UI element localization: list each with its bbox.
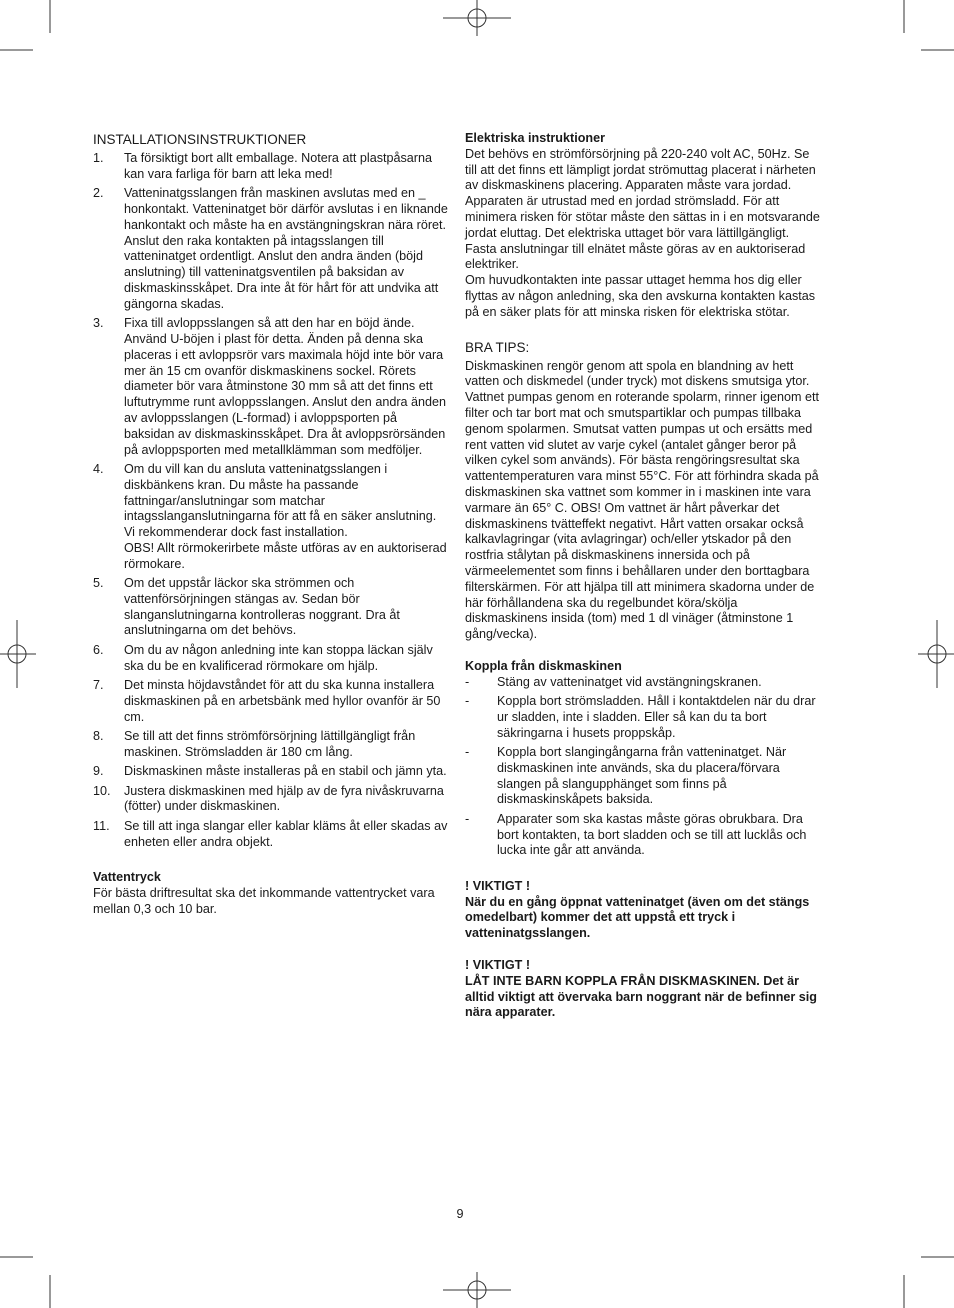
left-column	[93, 131, 449, 917]
electrical-title: Elektriska instruktioner	[465, 131, 605, 145]
list-item: 7. Det minsta höjdavståndet för att du ska kunna installera diskmaskinen på en arbetsbänk med hyllor ovanför är 50 cm.	[93, 678, 441, 724]
electrical-text-plug: Om huvudkontakten inte passar uttaget hemma hos dig eller flyttas av någon anledning, ska den avskurna kontakten kastas på en säker plats för att minska risken för elektriska stötar.	[465, 273, 816, 319]
list-item: - Koppla bort strömsladden. Håll i kontaktdelen när du drar ur sladden, inte i sladden. Eller så kan du ta bort säkringarna i husets proppskåp.	[465, 694, 816, 740]
page-number: 9	[456, 1207, 464, 1221]
list-item: - Koppla bort slangingångarna från vatteninatget. När diskmaskinen inte används, ska du placera/förvara slangen på slangupphänget som finns på diskmaskinskåpets baksida.	[465, 745, 787, 807]
list-item: - Apparater som ska kastas måste göras obrukbara. Dra bort kontakten, ta bort sladden och se till att lucklås och lucka inte går att använda.	[465, 811, 807, 858]
warning-text: LÅT INTE BARN KOPPLA FRÅN DISKMASKINEN. Det är alltid viktigt att övervaka barn noggrant när de befinner sig nära apparater.	[465, 973, 817, 1020]
list-item: 8. Se till att det finns strömförsörjning lättillgängligt från maskinen. Strömsladden är 180 cm lång.	[93, 729, 416, 759]
list-item: - Stäng av vatteninatget vid avstängningskranen.	[465, 674, 762, 689]
plumbing-note: OBS! Allt rörmokerirbete måste utföras av en auktoriserad rörmokare.	[124, 540, 447, 571]
installation-list	[93, 151, 449, 850]
water-pressure-title: Vattentryck	[93, 870, 161, 884]
warning-title: ! VIKTIGT !	[465, 958, 531, 973]
list-item: 3. Fixa till avloppsslangen så att den har en böjd ände. Använd U-böjen i plast för detta. Änden på denna ska placeras i ett avloppsrör vars maximala höjd inte bör vara mer än 15 cm ovanför diskmaskinens sockel. Rörets diameter bör vara åtminstone 30 mm så att det finns ett luftutrymme runt avloppsslangen. Anslut den andra änden av avloppsslangen (L-formad) i avloppsporten på baksidan av diskmaskinsskåpet. Dra åt avloppsrörsänden på avloppsporten med metallklämman som medföljer.	[93, 316, 447, 457]
disconnect-list	[465, 675, 823, 860]
installation-title: INSTALLATIONSINSTRUKTIONER	[93, 132, 307, 147]
list-item: 10. Justera diskmaskinen med hjälp av de fyra nivåskruvarna (fötter) under diskmaskinen.	[93, 783, 444, 814]
electrical-text: Det behövs en strömförsörjning på 220-240 volt AC, 50Hz. Se till att det finns ett lämpligt jordat strömuttag placerat i närheten av diskmaskinens placering. Apparaten måste vara jordad. Apparaten är utrustad med en jordad strömsladd. För att minimera risken för stötar måste den sättas in i en motsvarande jordat eluttag. Det elektriska uttaget bör vara lättillgängligt. Fasta anslutningar till elnätet måste göras av en auktoriserad elektriker.	[465, 146, 820, 272]
tips-title: BRA TIPS:	[465, 339, 530, 355]
right-column	[465, 131, 823, 1021]
list-item: 9. Diskmaskinen måste installeras på en stabil och jämn yta.	[93, 764, 447, 779]
disconnect-title: Koppla från diskmaskinen	[465, 658, 622, 673]
list-item: 1. Ta försiktigt bort allt emballage. Notera att plastpåsarna kan vara farliga för barn att leka med!	[93, 151, 433, 181]
list-item: 4. Om du vill kan du ansluta vatteninatgsslangen i diskbänkens kran. Du måste ha passande fattningar/anslutningar som matchar intagsslanganslutningarna för att få en säker anslutning. Vi rekommenderar dock fast installation. OBS! Allt rörmokerirbete måste utföras av en auktoriserad rörmokare.	[93, 461, 447, 571]
water-pressure-text: För bästa driftresultat ska det inkommande vattentrycket vara mellan 0,3 och 10 bar.	[93, 885, 435, 916]
warning-title: ! VIKTIGT !	[465, 878, 531, 893]
list-item: 5. Om det uppstår läckor ska strömmen och vattenförsörjningen stängas av. Sedan bör slanganslutningarna kontrolleras noggrant. Dra åt anslutningarna om det behövs.	[93, 576, 400, 638]
list-item: 6. Om du av någon anledning inte kan stoppa läckan själv ska du be en kvalificerad rörmokare om hjälp.	[93, 642, 433, 673]
list-item: 11. Se till att inga slangar eller kablar kläms åt eller skadas av enheten eller andra objekt.	[93, 818, 448, 849]
list-item: 2. Vatteninatgsslangen från maskinen avslutas med en _ honkontakt. Vatteninatget bör därför avslutas i en liknande hankontakt och måste ha en avstängningskran nära röret. Anslut den raka kontakten på intagsslangen till vatteninatget ordentligt. Anslut den andra änden (böjd anslutning) till vatteninatgsventilen på baksidan av diskmaskinsskåpet. Dra inte åt för hårt för att undvika att gängorna skadas.	[93, 186, 448, 311]
warning-text: När du en gång öppnat vatteninatget (även om det stängs omedelbart) kommer det att uppstå ett tryck i vatteninatgsslangen.	[465, 894, 810, 941]
tips-text: Diskmaskinen rengör genom att spola en blandning av hett vatten och diskmedel (under tryck) mot diskens smutsiga ytor. Vattnet pumpas genom en roterande spolarm, rinner igenom ett filter och tar bort mat och smutspartiklar och pumpas tillbaka genom spolarmen. Smutsat vatten pumpas ut och ersätts med rent vatten vid slutet av varje cykel (antalet gånger beror på vilken cykel som används). För bästa rengöringsresultat ska vattentemperaturen vara minst 55°C. För att förhindra skada på diskmaskinen ska vattnet som kommer in i maskinen inte vara varmare än 65° C. OBS! Om vattnet är hårt påverkar det diskmaskinens tvätteffekt negativt. Hårt vatten orsakar också kalkavlagringar (vita avlagringar) och/eller ytskador på den rostfria stålytan på diskmaskinens innersida och på värmeelementet som finns i behållaren under den borttagbara filterskärmen. För att hjälpa till att minimera skadorna under de här förhållandena ska du regelbundet köra/skölja diskmaskinens insida (tom) med 1 dl vinäger (åtminstone 1 gång/vecka).	[465, 358, 819, 642]
